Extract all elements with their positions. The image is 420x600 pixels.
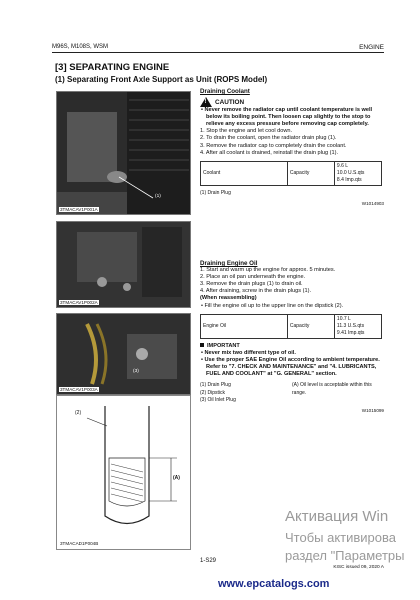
dipstick-drawing — [57, 396, 190, 549]
oil-step: 2. Place an oil pan underneath the engine. — [200, 274, 306, 281]
diagram-label-range: (A) — [173, 475, 180, 481]
oil-step: 4. After draining, screw in the drain plugs (1). — [200, 288, 311, 295]
manual-page — [52, 38, 384, 568]
oil-capacity-table — [200, 314, 382, 339]
oil-legend-note: (A) Oil level is acceptable within this range. — [292, 382, 372, 396]
photo-oil-inlet — [56, 313, 191, 395]
coolant-capacity-table — [200, 161, 382, 186]
oil-inlet-photo-image — [57, 314, 190, 394]
oil-values: 10.7 L 11.3 U.S.qts 9.41 Imp.qts — [334, 314, 381, 338]
photo1-callout: (1) — [155, 194, 161, 199]
warning-icon: ! — [200, 97, 212, 107]
reassembling-text: • Fill the engine oil up to the upper line on the dipstick (2). — [201, 302, 344, 309]
coolant-heading: Draining Coolant — [200, 88, 250, 95]
photo1-caption: 3TMACAV1P001A — [60, 207, 98, 212]
coolant-ref: W1014903 — [361, 201, 384, 207]
oil-block — [200, 260, 384, 414]
section-title: [3] SEPARATING ENGINE — [55, 62, 170, 73]
photo-oil-drain — [56, 221, 191, 308]
caution-text: • Never remove the radiator cap until coolant temperature is well below its boiling point. Then loosen cap slightly to the stop to relieve any excess pressure before removing cap completely. — [201, 107, 373, 128]
coolant-prop: Capacity — [287, 161, 334, 185]
dipstick-diagram — [56, 395, 191, 550]
watermark-line-3: раздел "Параметры — [285, 548, 405, 563]
page-number: 1-S29 — [200, 558, 217, 564]
issue-note: KISC issued 09, 2020 A — [333, 565, 384, 570]
photo-radiator-drain — [56, 91, 191, 215]
photo2-caption: 3TMACAV1P002A — [60, 300, 98, 305]
important-heading: IMPORTANT — [200, 343, 384, 350]
header-section: ENGINE — [359, 44, 384, 51]
coolant-block — [200, 88, 384, 207]
coolant-legend: (1) Drain Plug — [200, 190, 231, 197]
oil-prop: Capacity — [287, 314, 334, 338]
oil-heading: Draining Engine Oil — [200, 260, 258, 267]
oil-legend — [200, 382, 384, 403]
watermark-line-1: Активация Win — [285, 508, 389, 525]
watermark-line-2: Чтобы активирова — [285, 530, 397, 545]
radiator-photo-image — [57, 92, 190, 214]
coolant-step: 2. To drain the coolant, open the radiator drain plug (1). — [200, 135, 337, 142]
oil-step: 1. Start and warm up the engine for approx. 5 minutes. — [200, 267, 336, 274]
coolant-item: Coolant — [201, 161, 288, 185]
coolant-values: 9.6 L 10.0 U.S.qts 8.4 Imp.qts — [334, 161, 381, 185]
photo3-caption: 3TMACAV1P003A — [60, 387, 98, 392]
important-item: • Never mix two different type of oil. — [201, 350, 296, 357]
diagram-label-dipstick: (2) — [75, 410, 82, 416]
important-square-icon — [200, 343, 204, 347]
header-rule — [52, 52, 384, 53]
coolant-step: 1. Stop the engine and let cool down. — [200, 128, 293, 135]
header-model: M96S, M108S, WSM — [52, 44, 109, 50]
photo3-callout: (3) — [133, 369, 139, 374]
caution-box — [200, 97, 384, 107]
site-url[interactable]: www.epcatalogs.com — [218, 578, 330, 590]
oil-ref: W1015099 — [361, 407, 384, 413]
coolant-step: 3. Remove the radiator cap to completely drain the coolant. — [200, 142, 347, 149]
reassembling-label: (When reassembling) — [200, 295, 257, 302]
oil-item: Engine Oil — [201, 314, 288, 338]
oil-legend-list: (1) Drain Plug (2) Dipstick (3) Oil Inlet Plug — [200, 382, 236, 403]
coolant-step: 4. After all coolant is drained, reinstall the drain plug (1). — [200, 149, 339, 156]
caution-label: CAUTION — [215, 98, 245, 106]
important-item: • Use the proper SAE Engine Oil according to ambient temperature. Refer to "7. CHECK AND MAINTENANCE" and "4. LUBRICANTS, FUEL AND COOLANT" at "G. GENERAL" section. — [201, 357, 380, 378]
diagram-caption: 3TMACAD1P004B — [60, 541, 99, 546]
subsection-title: (1) Separating Front Axle Support as Unit (ROPS Model) — [55, 75, 268, 84]
oil-drain-photo-image — [57, 222, 190, 307]
oil-step: 3. Remove the drain plugs (1) to drain oil. — [200, 281, 303, 288]
